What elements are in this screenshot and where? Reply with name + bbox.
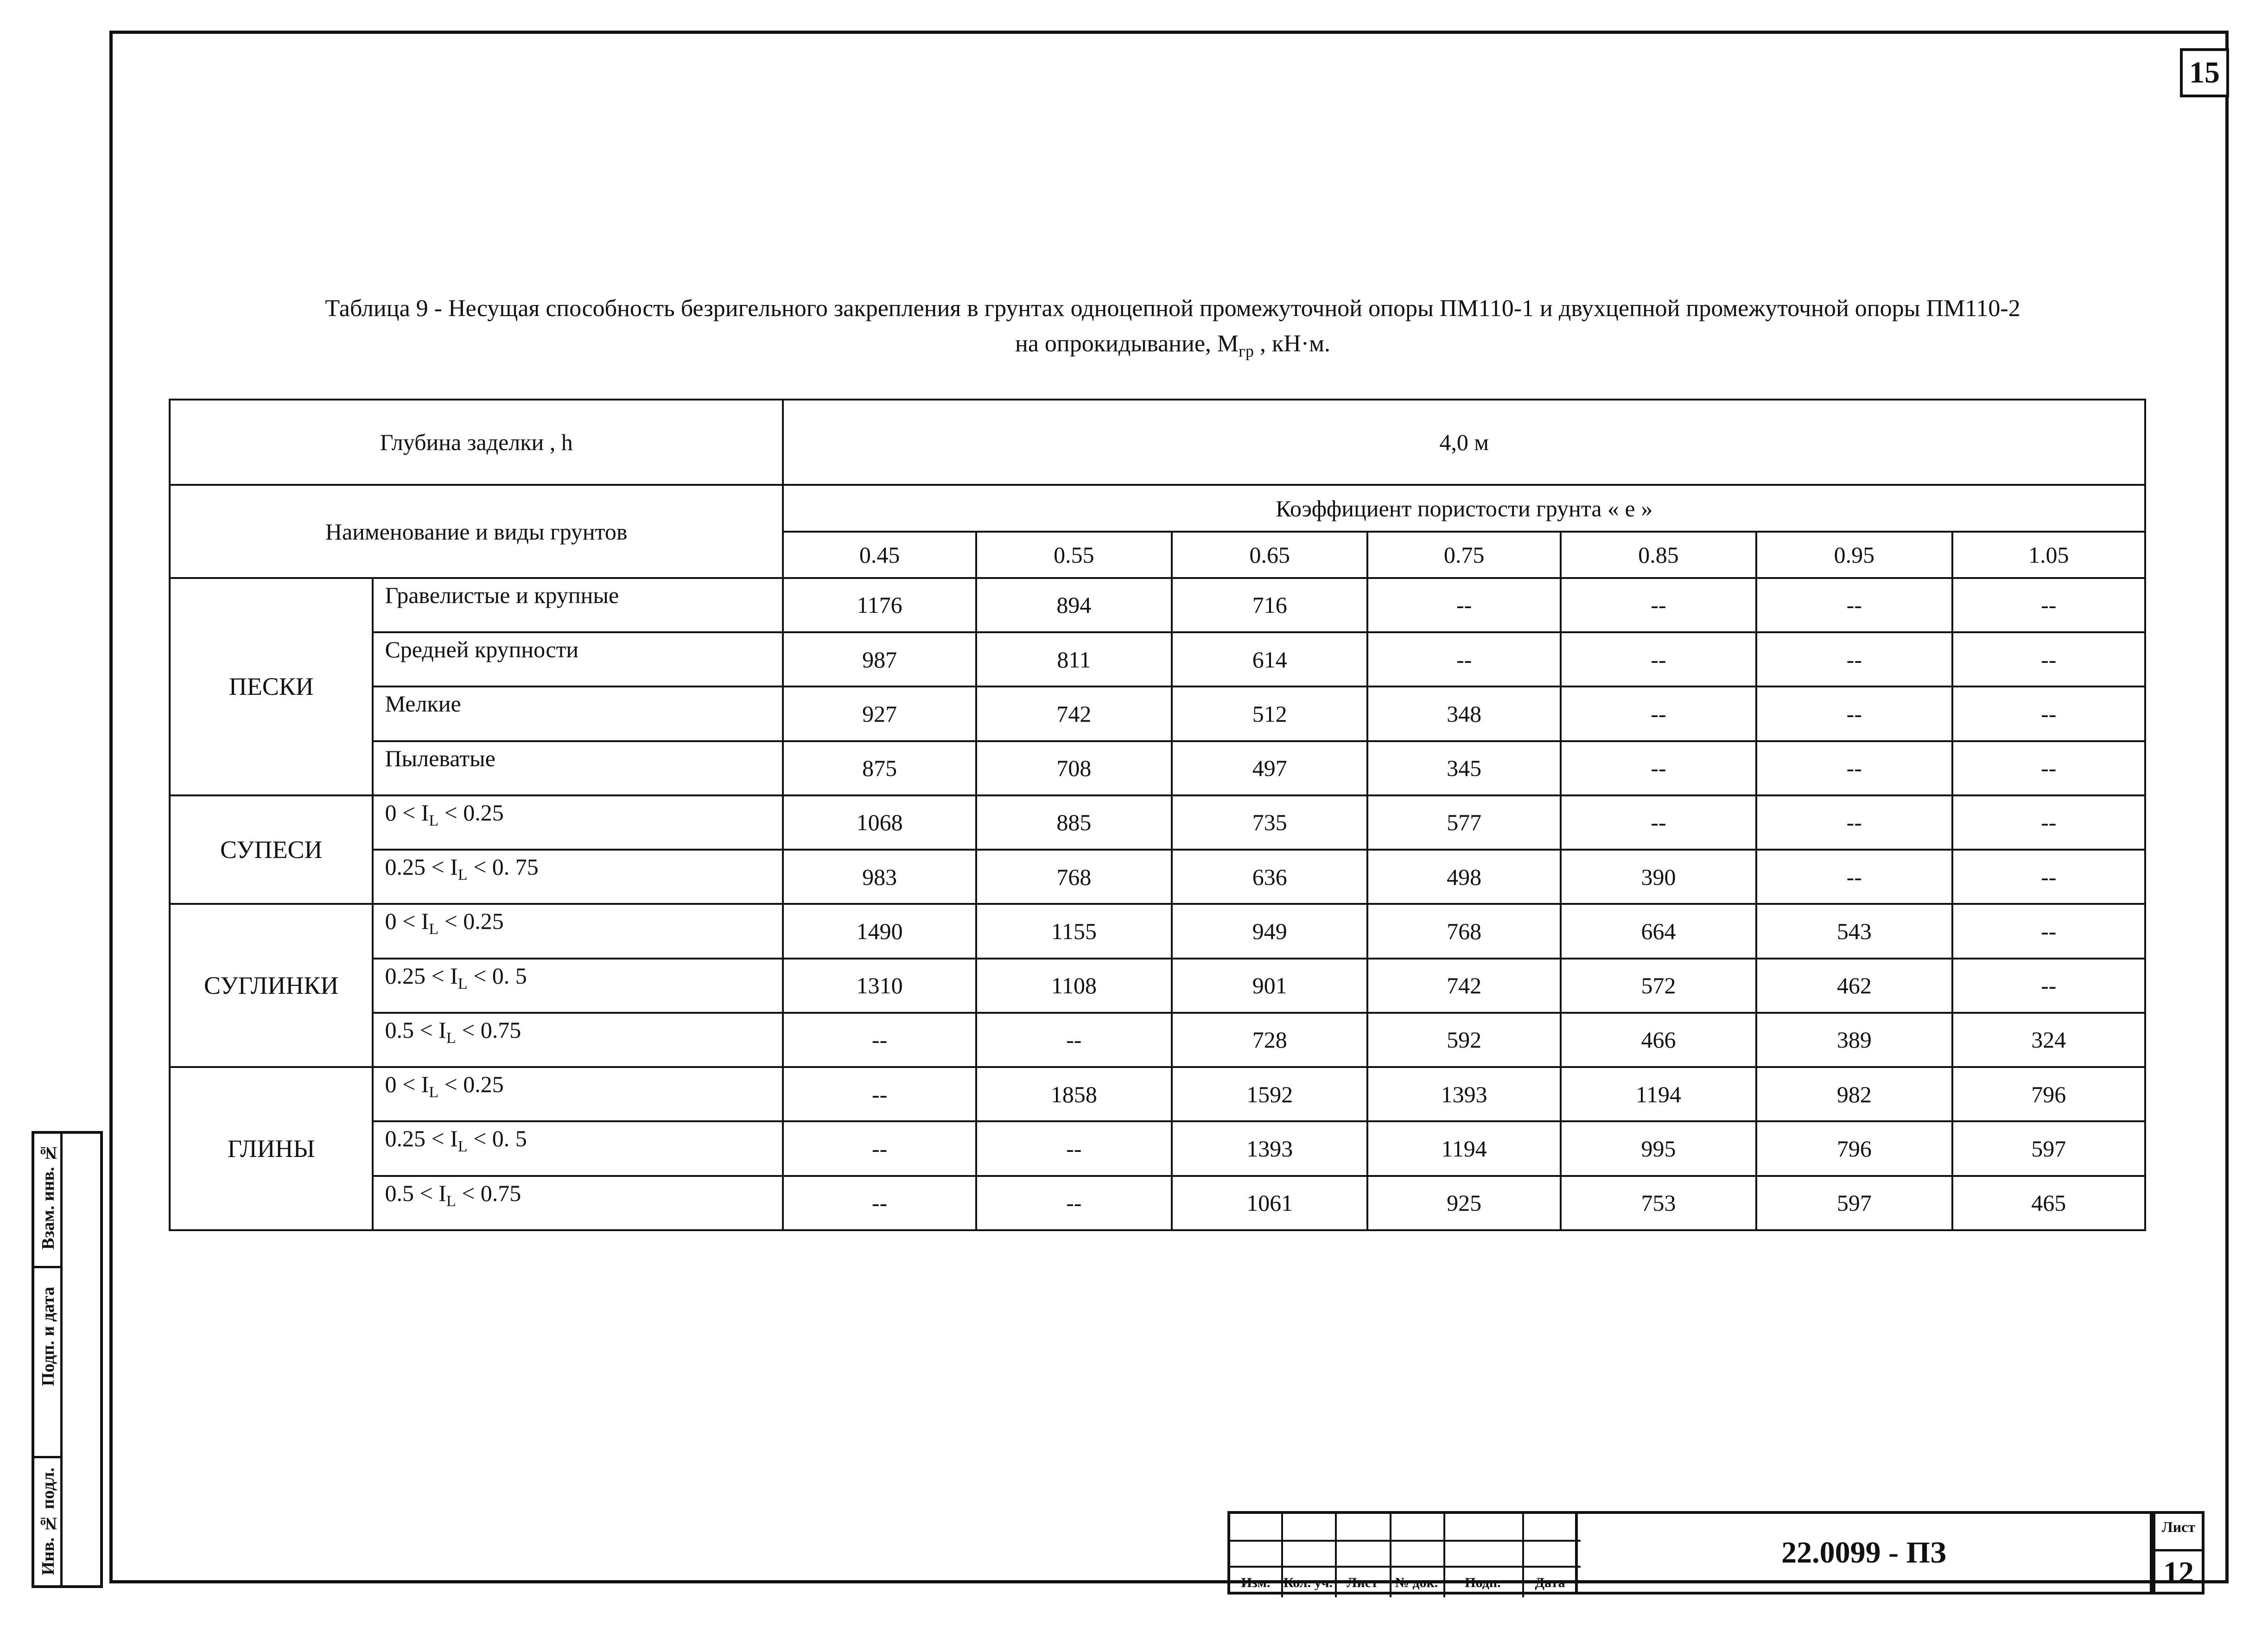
sheet-box	[2153, 1511, 2204, 1595]
table-cell: --	[1952, 632, 2145, 686]
sheet-label: Лист	[2161, 1519, 2196, 1535]
soil-group: ПЕСКИ	[170, 578, 373, 795]
table-cell: 614	[1172, 632, 1367, 686]
table-cell: 1108	[976, 959, 1172, 1013]
soil-subtype: $0.5 < I_L < 0.75$	[373, 1176, 783, 1230]
table-row	[170, 632, 2145, 686]
soil-subtype: $0.25 < I_L < 0$. 5	[373, 959, 783, 1013]
table-cell: 543	[1756, 904, 1952, 958]
table-cell: 1155	[976, 904, 1172, 958]
soil-subtype: Гравелистые и крупные	[373, 578, 783, 632]
table-row	[170, 686, 2145, 741]
coef-value: 0.55	[976, 532, 1172, 578]
soil-subtype: $0 < I_L < 0.25$	[373, 1067, 783, 1121]
side-stamp-column	[60, 1134, 63, 1585]
stamp-inv: Инв. № подл.	[38, 1468, 58, 1576]
table-cell: 735	[1172, 795, 1367, 850]
table-cell: 894	[976, 578, 1172, 632]
label-kol-uch: Кол. уч.	[1283, 1575, 1333, 1590]
table-row	[170, 850, 2145, 904]
table-cell: --	[1756, 741, 1952, 795]
revision-grid	[1227, 1511, 1578, 1595]
table-cell: 636	[1172, 850, 1367, 904]
table-cell: 466	[1561, 1013, 1756, 1067]
depth-label: Глубина заделки , h	[170, 400, 783, 485]
table-cell: 597	[1756, 1176, 1952, 1230]
coef-value: 0.85	[1561, 532, 1756, 578]
table-cell: 925	[1367, 1176, 1560, 1230]
table-row	[170, 1121, 2145, 1176]
table-cell: 768	[1367, 904, 1560, 958]
soil-group: СУГЛИНКИ	[170, 904, 373, 1067]
title-block	[1227, 1511, 2229, 1595]
table-row	[170, 959, 2145, 1013]
table-cell: 987	[783, 632, 976, 686]
table-cell: 465	[1952, 1176, 2145, 1230]
soil-group: ГЛИНЫ	[170, 1067, 373, 1230]
table-cell: --	[1952, 578, 2145, 632]
label-list: Лист	[1347, 1575, 1378, 1590]
table-cell: 995	[1561, 1121, 1756, 1176]
table-cell: 1393	[1367, 1067, 1560, 1121]
table-cell: 345	[1367, 741, 1560, 795]
table-cell: 811	[976, 632, 1172, 686]
coef-header-row	[170, 485, 2145, 531]
table-cell: 716	[1172, 578, 1367, 632]
table-cell: 664	[1561, 904, 1756, 958]
caption-line-2: на опрокидывание, $М_{гр}$ , кН·м.	[1015, 330, 1330, 361]
table-row	[170, 795, 2145, 850]
table-cell: --	[783, 1067, 976, 1121]
coef-value: 0.75	[1367, 532, 1560, 578]
stamp-vzam: Взам. инв. №	[38, 1143, 58, 1250]
table-cell: 753	[1561, 1176, 1756, 1230]
table-cell: --	[1367, 632, 1560, 686]
table-cell: 1061	[1172, 1176, 1367, 1230]
stamp-podp: Подп. и дата	[38, 1287, 58, 1386]
table-cell: --	[1952, 850, 2145, 904]
table-cell: --	[1561, 795, 1756, 850]
table-cell: 324	[1952, 1013, 2145, 1067]
table-cell: --	[1367, 578, 1560, 632]
table-cell: --	[1952, 959, 2145, 1013]
table-cell: 462	[1756, 959, 1952, 1013]
table-cell: 572	[1561, 959, 1756, 1013]
table-row	[170, 578, 2145, 632]
table-row	[170, 1013, 2145, 1067]
table-row	[170, 904, 2145, 958]
table-cell: --	[1756, 795, 1952, 850]
soil-subtype: $0.25 < I_L < 0$. 75	[373, 850, 783, 904]
table-cell: 1858	[976, 1067, 1172, 1121]
table-cell: 390	[1561, 850, 1756, 904]
soil-subtype: Пылеватые	[373, 741, 783, 795]
table-cell: --	[1561, 632, 1756, 686]
table-cell: --	[783, 1121, 976, 1176]
coef-value: 0.45	[783, 532, 976, 578]
table-cell: 1194	[1561, 1067, 1756, 1121]
table-cell: --	[1952, 686, 2145, 741]
table-cell: 875	[783, 741, 976, 795]
table-cell: 796	[1952, 1067, 2145, 1121]
table-caption	[139, 291, 2206, 369]
table-cell: 901	[1172, 959, 1367, 1013]
label-doc-no: № док.	[1395, 1575, 1438, 1590]
table-cell: 497	[1172, 741, 1367, 795]
soil-subtype: $0.5 < I_L < 0.75$	[373, 1013, 783, 1067]
table-cell: 768	[976, 850, 1172, 904]
table-cell: --	[1561, 578, 1756, 632]
table-cell: --	[783, 1176, 976, 1230]
table-cell: 389	[1756, 1013, 1952, 1067]
label-podp: Подп.	[1465, 1575, 1501, 1590]
table-cell: 1310	[783, 959, 976, 1013]
coef-value: 0.65	[1172, 532, 1367, 578]
sheet-number: 12	[2155, 1549, 2202, 1594]
table-cell: --	[976, 1121, 1172, 1176]
table-row	[170, 1067, 2145, 1121]
soil-header: Наименование и виды грунтов	[170, 485, 783, 578]
table-cell: --	[1952, 741, 2145, 795]
table-cell: 742	[976, 686, 1172, 741]
depth-value: 4,0 м	[783, 400, 2145, 485]
table-cell: --	[1756, 850, 1952, 904]
coef-value: 1.05	[1952, 532, 2145, 578]
table-cell: 982	[1756, 1067, 1952, 1121]
soil-subtype: $0.25 < I_L < 0$. 5	[373, 1121, 783, 1176]
soil-subtype: Мелкие	[373, 686, 783, 741]
table-cell: 1393	[1172, 1121, 1367, 1176]
table-cell: 498	[1367, 850, 1560, 904]
table-cell: 708	[976, 741, 1172, 795]
table-cell: --	[976, 1013, 1172, 1067]
table-cell: 885	[976, 795, 1172, 850]
soil-group: СУПЕСИ	[170, 795, 373, 904]
table-cell: --	[1952, 795, 2145, 850]
table-cell: 1176	[783, 578, 976, 632]
document-code: 22.0099 - ПЗ	[1578, 1511, 2153, 1595]
side-stamp	[32, 1131, 103, 1588]
coef-value: 0.95	[1756, 532, 1952, 578]
table-cell: 728	[1172, 1013, 1367, 1067]
table-cell: 512	[1172, 686, 1367, 741]
table-cell: --	[1561, 741, 1756, 795]
label-izm: Изм.	[1241, 1575, 1271, 1590]
corner-page-number: 15	[2180, 48, 2229, 97]
table-cell: 577	[1367, 795, 1560, 850]
table-cell: 796	[1756, 1121, 1952, 1176]
coef-header: Коэффициент пористости грунта « е »	[783, 485, 2145, 531]
table-cell: 597	[1952, 1121, 2145, 1176]
table-cell: --	[783, 1013, 976, 1067]
table-cell: 927	[783, 686, 976, 741]
table-cell: --	[1756, 632, 1952, 686]
soil-subtype: Средней крупности	[373, 632, 783, 686]
soil-subtype: $0 < I_L < 0.25$	[373, 795, 783, 850]
table-cell: 742	[1367, 959, 1560, 1013]
table-cell: 983	[783, 850, 976, 904]
table-cell: 592	[1367, 1013, 1560, 1067]
table-cell: --	[976, 1176, 1172, 1230]
table-cell: 348	[1367, 686, 1560, 741]
table-row	[170, 1176, 2145, 1230]
caption-line-1: Таблица 9 - Несущая способность безригельного закрепления в грунтах одноцепной промежуточной опоры ПМ110-1 и двухцепной промежуточной опоры ПМ110-2	[325, 295, 2020, 322]
table-cell: 1068	[783, 795, 976, 850]
table-cell: --	[1561, 686, 1756, 741]
soil-subtype: $0 < I_L < 0.25$	[373, 904, 783, 958]
bearing-capacity-table	[169, 399, 2146, 1231]
table-cell: --	[1756, 686, 1952, 741]
table-cell: 949	[1172, 904, 1367, 958]
table-cell: 1194	[1367, 1121, 1560, 1176]
table-cell: 1592	[1172, 1067, 1367, 1121]
depth-row	[170, 400, 2145, 485]
label-data: Дата	[1535, 1575, 1565, 1590]
table-row	[170, 741, 2145, 795]
table-cell: --	[1952, 904, 2145, 958]
table-cell: 1490	[783, 904, 976, 958]
table-cell: --	[1756, 578, 1952, 632]
